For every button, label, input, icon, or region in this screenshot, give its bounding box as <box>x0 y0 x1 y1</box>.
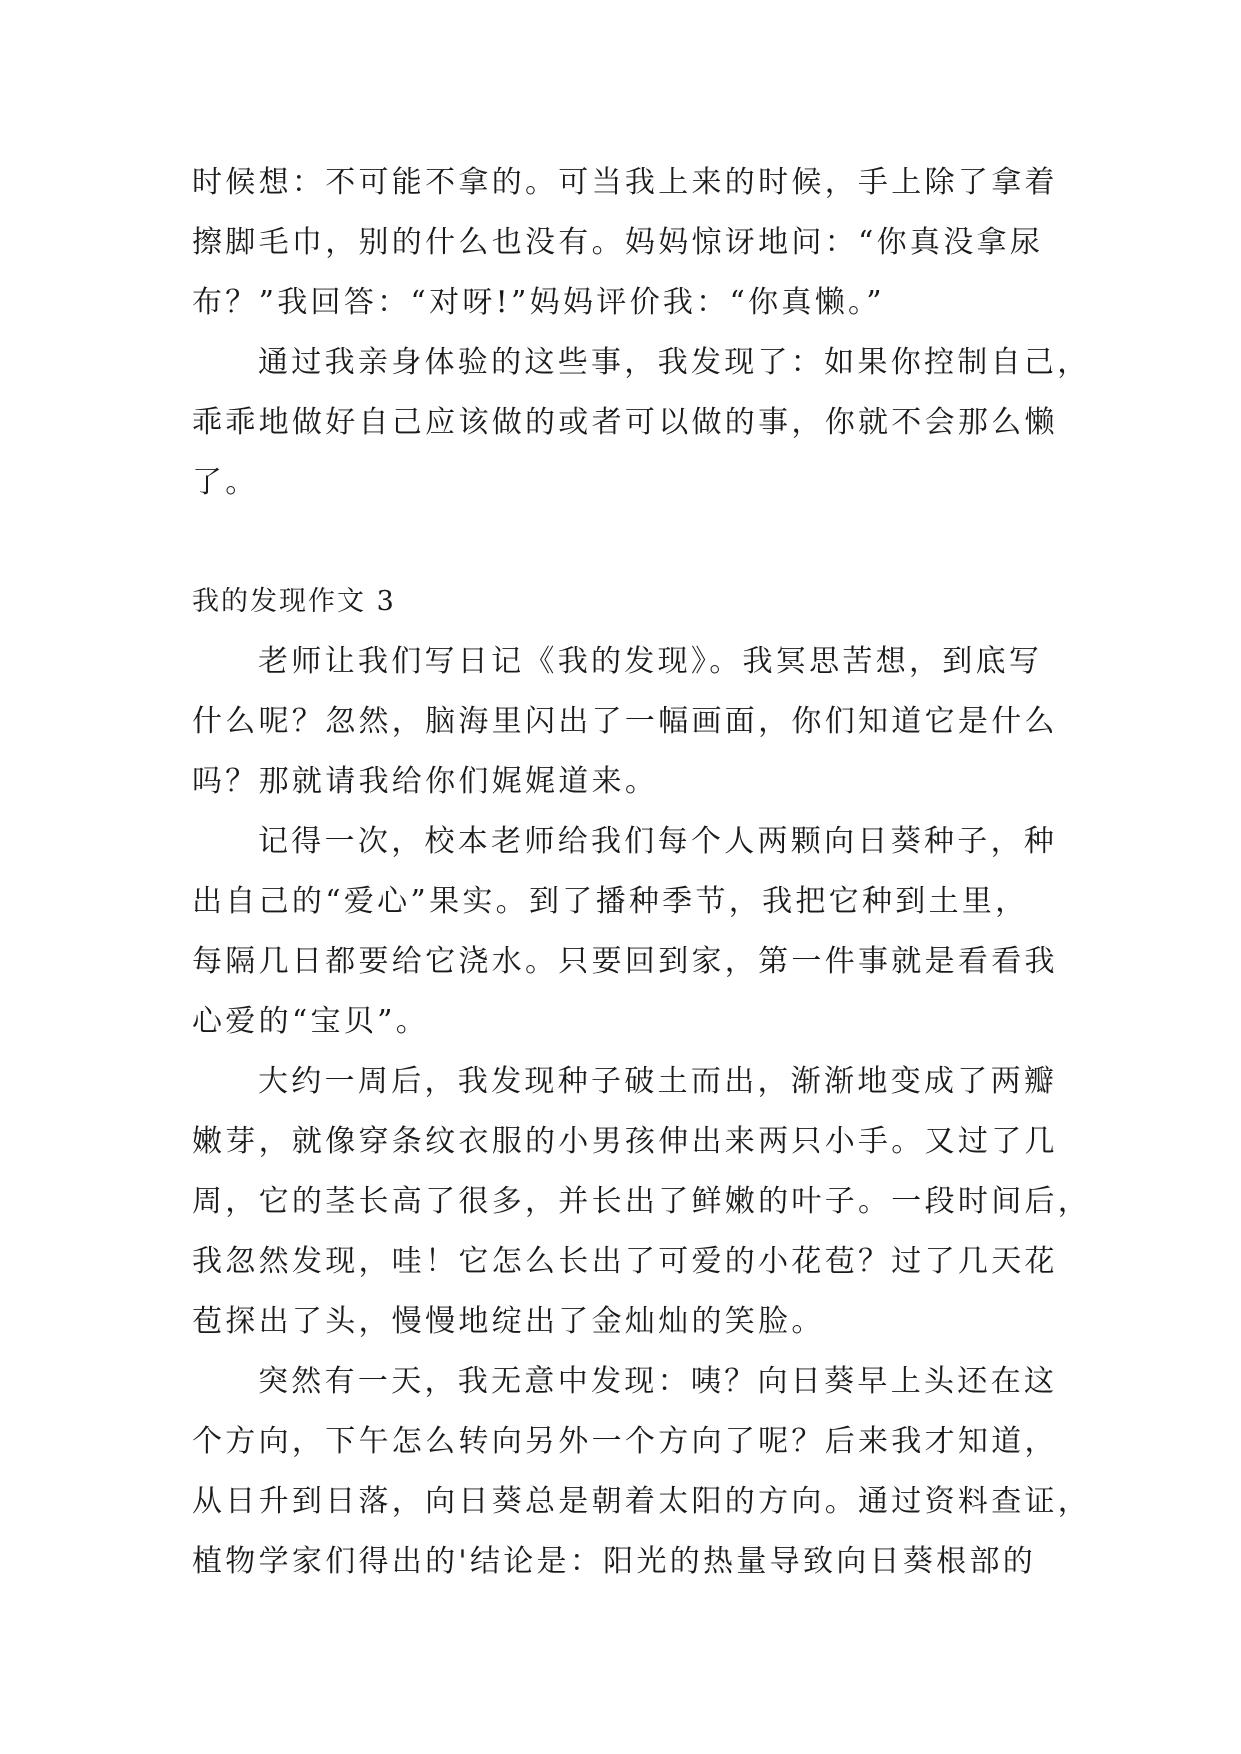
section-heading: 我的发现作文 3 <box>192 586 396 617</box>
text-line: 我忽然发现，哇！它怎么长出了可爱的小花苞？过了几天花 <box>192 1244 1058 1279</box>
text-line: 大约一周后，我发现种子破土而出，渐渐地变成了两瓣 <box>258 1064 1058 1099</box>
text-line: 吗？那就请我给你们娓娓道来。 <box>192 764 659 799</box>
text-line: 苞探出了头，慢慢地绽出了金灿灿的笑脸。 <box>192 1304 825 1339</box>
text-line: 每隔几日都要给它浇水。只要回到家，第一件事就是看看我 <box>192 944 1058 979</box>
text-line: 个方向，下午怎么转向另外一个方向了呢？后来我才知道， <box>192 1424 1058 1459</box>
text-line: 记得一次，校本老师给我们每个人两颗向日葵种子，种 <box>258 824 1058 859</box>
text-line: 乖乖地做好自己应该做的或者可以做的事，你就不会那么懒 <box>192 405 1058 440</box>
text-line: 心爱的“宝贝”。 <box>192 1004 430 1039</box>
text-line: 出自己的“爱心”果实。到了播种季节，我把它种到土里， <box>192 884 1029 919</box>
text-line: 了。 <box>192 465 259 500</box>
text-line: 时候想：不可能不拿的。可当我上来的时候，手上除了拿着 <box>192 165 1058 200</box>
text-line: 嫩芽，就像穿条纹衣服的小男孩伸出来两只小手。又过了几 <box>192 1124 1058 1159</box>
text-line: 老师让我们写日记《我的发现》。我冥思苦想，到底写 <box>258 644 1043 679</box>
text-line: 从日升到日落，向日葵总是朝着太阳的方向。通过资料查证， <box>192 1484 1092 1519</box>
text-line: 什么呢？忽然，脑海里闪出了一幅画面，你们知道它是什么 <box>192 704 1058 739</box>
text-line: 周，它的茎长高了很多，并长出了鲜嫩的叶子。一段时间后， <box>192 1184 1092 1219</box>
text-line: 突然有一天，我无意中发现：咦？向日葵早上头还在这 <box>258 1364 1058 1399</box>
text-line: 植物学家们得出的'结论是：阳光的热量导致向日葵根部的 <box>192 1544 1037 1579</box>
text-line: 擦脚毛巾，别的什么也没有。妈妈惊讶地问：“你真没拿尿 <box>192 225 1044 260</box>
text-line: 通过我亲身体验的这些事，我发现了：如果你控制自己， <box>258 345 1091 380</box>
text-line: 布？”我回答：“对呀!”妈妈评价我：“你真懒。” <box>192 285 885 320</box>
